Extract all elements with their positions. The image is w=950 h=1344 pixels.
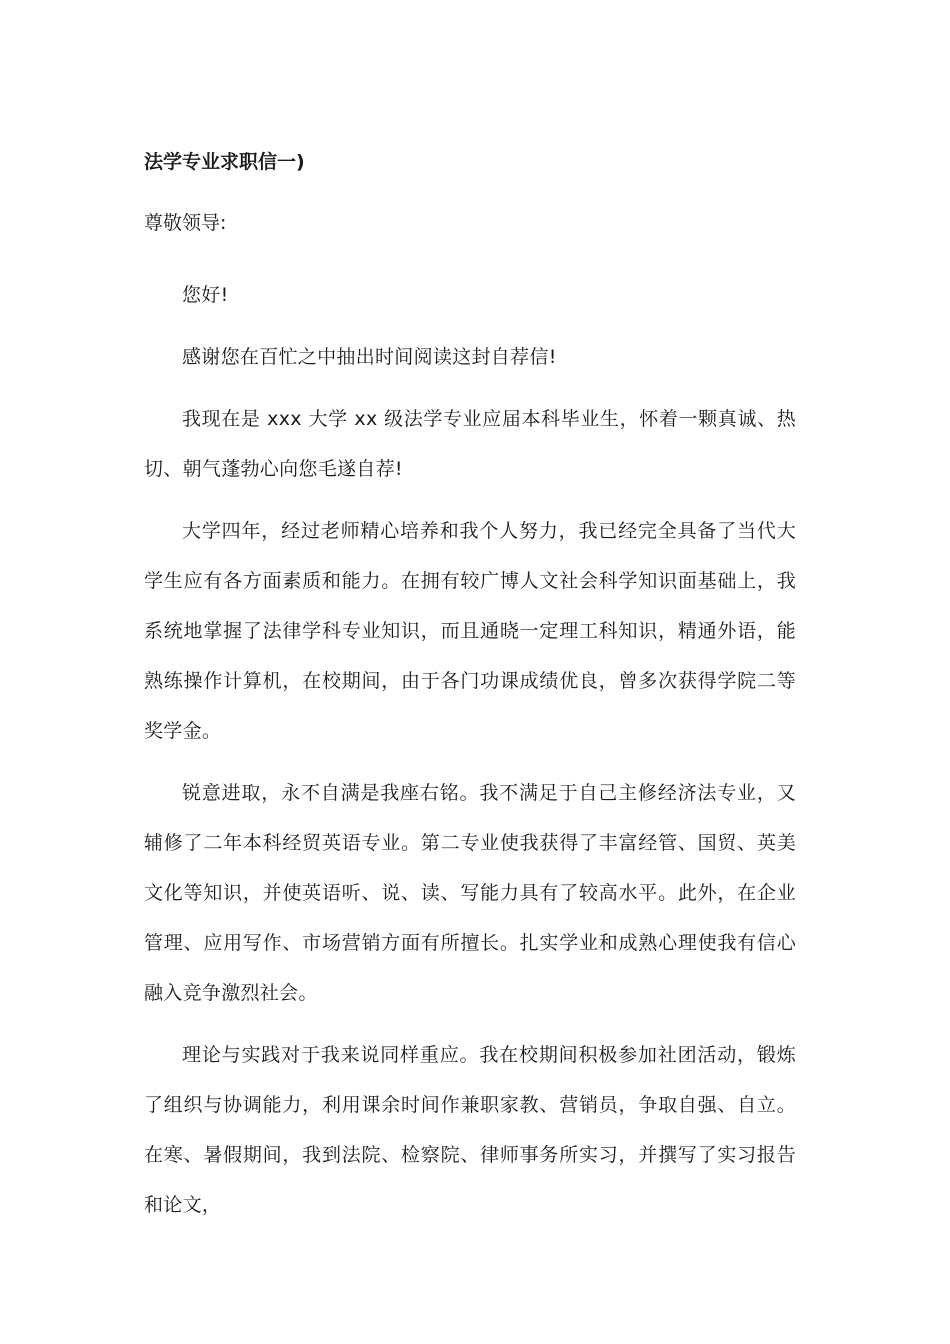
paragraph-thanks: 感谢您在百忙之中抽出时间阅读这封自荐信! — [182, 346, 557, 368]
paragraph-greeting: 您好! — [182, 284, 229, 306]
paragraph-intro: 我现在是 xxx 大学 xx 级法学专业应届本科毕业生，怀着一颗真诚、热切、朝气蓬勃心向您毛遂自荐! — [144, 408, 796, 480]
paragraph-progress: 锐意进取，永不自满是我座右铭。我不满足于自己主修经济法专业，又辅修了二年本科经贸英语专业。第二专业使我获得了丰富经管、国贸、英美文化等知识，并使英语听、说、读、写能力具有了较高水平。此外，在企业管理、应用写作、市场营销方面有所擅长。扎实学业和成熟心理使我有信心融入竞争激烈社会。 — [144, 782, 796, 1004]
paragraph-education: 大学四年，经过老师精心培养和我个人努力，我已经完全具备了当代大学生应有各方面素质和能力。在拥有较广博人文社会科学知识面基础上，我系统地掌握了法律学科专业知识，而且通晓一定理工科知识，精通外语，能熟练操作计算机，在校期间，由于各门功课成绩优良，曾多次获得学院二等奖学金。 — [144, 520, 796, 742]
document-title: 法学专业求职信一) — [144, 151, 305, 173]
letter-body — [144, 270, 796, 1242]
paragraph-practice: 理论与实践对于我来说同样重应。我在校期间积极参加社团活动，锻炼了组织与协调能力，利用课余时间作兼职家教、营销员，争取自强、自立。在寒、暑假期间，我到法院、检察院、律师事务所实习，并撰写了实习报告和论文， — [144, 1044, 796, 1216]
salutation: 尊敬领导: — [144, 212, 227, 234]
